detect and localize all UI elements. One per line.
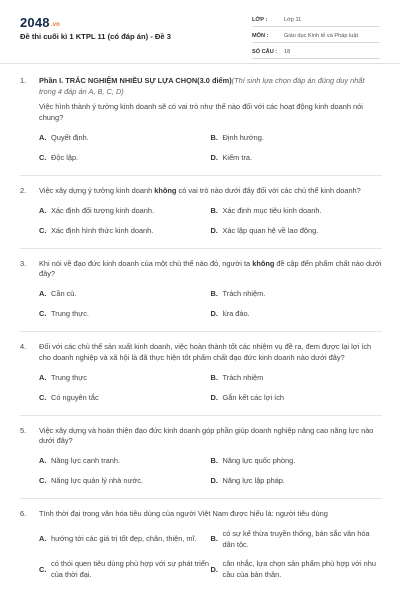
option-text: Xác định đối tượng kinh doanh. — [51, 205, 155, 215]
option-c[interactable] — [39, 559, 211, 580]
divider — [20, 248, 382, 249]
question-6 — [20, 509, 382, 590]
question-text: Đối với các chủ thể sản xuất kinh doanh, việc hoàn thành tốt các nhiệm vụ đề ra, đem được lại lợi ích cho doanh nghiệp và xã hội là đã thực hiện tốt phẩm chất đạo đức kinh doanh nào dưới đây? — [39, 342, 372, 362]
logo-text: 2048 — [20, 15, 50, 30]
part-instruction: (Thí sinh lựa chọn đáp án đúng duy nhất trong 4 đáp án A, B, C, D) — [39, 76, 365, 96]
meta-label: LỚP : — [252, 16, 268, 23]
page-header — [0, 0, 400, 64]
option-letter: B. — [210, 289, 218, 299]
option-letter: B. — [210, 456, 218, 466]
option-text: Xác định hình thức kinh doanh. — [51, 225, 154, 235]
options — [39, 133, 382, 173]
question-text: Việc xây dựng và hoàn thiện đạo đức kinh doanh góp phần giúp doanh nghiệp nâng cao năng lực nào dưới đây? — [39, 425, 374, 446]
question-text: Việc hình thành ý tưởng kinh doanh sẽ có vai trò như thế nào đối với các hoạt động kinh doanh nói chung? — [39, 102, 363, 123]
option-letter: B. — [210, 372, 218, 382]
meta-value: 18 — [284, 48, 291, 55]
question-text-part: đề cập đến phẩm chất nào dưới đây? — [39, 258, 382, 279]
option-d[interactable] — [211, 226, 383, 237]
option-d[interactable] — [211, 393, 383, 404]
question-text-part: Khi nói về đạo đức kinh doanh của một chủ thể nào đó, người ta — [39, 258, 253, 268]
options — [39, 456, 382, 496]
option-letter: D. — [210, 476, 218, 486]
question-1 — [20, 76, 382, 176]
option-text: Cần cù. — [51, 289, 77, 299]
option-a[interactable] — [39, 206, 211, 217]
question-number: 1. — [20, 76, 27, 85]
option-letter: D. — [210, 152, 218, 162]
option-text: Trung thực — [51, 372, 87, 382]
option-letter: C. — [39, 476, 47, 486]
option-c[interactable] — [39, 393, 211, 404]
option-text: Quyết định. — [51, 132, 89, 142]
option-c[interactable] — [39, 153, 211, 164]
option-letter: C. — [39, 309, 47, 319]
option-letter: D. — [210, 309, 218, 319]
option-text: có thói quen tiêu dùng phù hợp với sự phát triển của thời đại. — [51, 559, 210, 580]
option-letter: B. — [210, 534, 218, 544]
emphasis: không — [154, 185, 177, 195]
option-letter: A. — [39, 534, 47, 544]
meta-row-class — [252, 14, 380, 27]
question-number: 3. — [20, 258, 27, 268]
option-d[interactable] — [211, 309, 383, 320]
divider — [20, 175, 382, 176]
option-text: hướng tới các giá trị tốt đẹp, chân, thiện, mĩ. — [51, 534, 197, 544]
question-text — [39, 186, 382, 197]
question-number: 5. — [20, 425, 27, 435]
question-3 — [20, 259, 382, 332]
question-text: Tính thời đại trong văn hóa tiêu dùng của người Việt Nam được hiểu là: người tiêu dùng — [39, 509, 328, 519]
option-letter: B. — [210, 205, 218, 215]
emphasis: không — [252, 258, 275, 268]
option-a[interactable] — [39, 289, 211, 300]
option-text: Trách nhiệm. — [222, 289, 266, 299]
option-d[interactable] — [211, 476, 383, 487]
option-letter: D. — [210, 225, 218, 235]
meta-label: MÔN : — [252, 32, 269, 39]
option-b[interactable] — [211, 206, 383, 217]
meta-value: Lớp 11 — [284, 16, 302, 23]
option-text: Năng lực lập pháp. — [222, 476, 285, 486]
option-text: có sự kế thừa truyền thống, bản sắc văn hóa dân tộc. — [222, 528, 370, 549]
question-number: 6. — [20, 509, 27, 519]
logo-suffix: .vn — [50, 22, 61, 28]
option-letter: A. — [39, 372, 47, 382]
option-a[interactable] — [39, 373, 211, 384]
option-letter: C. — [39, 152, 47, 162]
option-letter: A. — [39, 289, 47, 299]
meta-value: Giáo dục Kinh tế và Pháp luật — [284, 32, 359, 39]
question-text-part: Việc xây dựng ý tưởng kinh doanh — [39, 185, 155, 195]
option-letter: B. — [210, 132, 218, 142]
option-letter: C. — [39, 564, 47, 574]
option-text: lừa đảo. — [222, 309, 250, 319]
option-b[interactable] — [211, 133, 383, 144]
option-text: Định hướng. — [222, 132, 264, 142]
option-letter: D. — [210, 564, 218, 574]
question-4 — [20, 342, 382, 415]
meta-label: SỐ CÂU : — [252, 48, 278, 55]
option-text: Xác định mục tiêu kinh doanh. — [222, 205, 322, 215]
options — [39, 529, 382, 590]
options — [39, 373, 382, 413]
option-d[interactable] — [211, 559, 383, 580]
option-d[interactable] — [211, 153, 383, 164]
option-a[interactable] — [39, 456, 211, 467]
option-text: Kiểm tra. — [222, 152, 253, 162]
question-5 — [20, 426, 382, 499]
option-text: Năng lực cạnh tranh. — [51, 456, 121, 466]
option-c[interactable] — [39, 309, 211, 320]
option-text: Độc lập. — [51, 152, 79, 162]
option-c[interactable] — [39, 476, 211, 487]
option-text: Có nguyên tắc — [51, 392, 99, 402]
question-list — [20, 76, 382, 590]
divider — [20, 498, 382, 499]
option-text: Năng lực quản lý nhà nước. — [51, 476, 143, 486]
option-a[interactable] — [39, 529, 211, 550]
exam-title: Đề thi cuối kì 1 KTPL 11 (có đáp án) - Đề 3 — [20, 32, 171, 41]
option-a[interactable] — [39, 133, 211, 144]
option-text: cân nhắc, lựa chọn sản phẩm phù hợp với nhu cầu của bản thân. — [222, 559, 377, 580]
question-number: 2. — [20, 185, 27, 195]
option-b[interactable] — [211, 289, 383, 300]
divider — [20, 331, 382, 332]
option-text: Năng lực quốc phòng. — [222, 456, 296, 466]
part-heading — [39, 76, 382, 97]
part-title: Phần I. TRẮC NGHIỆM NHIỀU SỰ LỰA CHỌN(3.0 điểm) — [39, 76, 232, 85]
options — [39, 206, 382, 246]
option-text: Xác lập quan hệ về lao động. — [222, 225, 319, 235]
question-number: 4. — [20, 342, 27, 352]
option-letter: D. — [210, 392, 218, 402]
option-text: Gắn kết các lợi ích — [222, 392, 285, 402]
exam-meta — [252, 14, 380, 62]
option-letter: C. — [39, 225, 47, 235]
meta-row-count — [252, 46, 380, 59]
question-text-part: có vai trò nào dưới đây đối với các chủ thể kinh doanh? — [176, 185, 361, 195]
option-b[interactable] — [211, 529, 383, 550]
option-letter: C. — [39, 392, 47, 402]
option-letter: A. — [39, 205, 47, 215]
option-c[interactable] — [39, 226, 211, 237]
divider — [20, 415, 382, 416]
option-b[interactable] — [211, 456, 383, 467]
option-b[interactable] — [211, 373, 383, 384]
option-text: Trung thực. — [51, 309, 89, 319]
question-text — [39, 259, 382, 280]
options — [39, 289, 382, 329]
option-text: Trách nhiệm — [222, 372, 264, 382]
meta-row-subject — [252, 30, 380, 43]
option-letter: A. — [39, 132, 47, 142]
question-2 — [20, 186, 382, 249]
option-letter: A. — [39, 456, 47, 466]
